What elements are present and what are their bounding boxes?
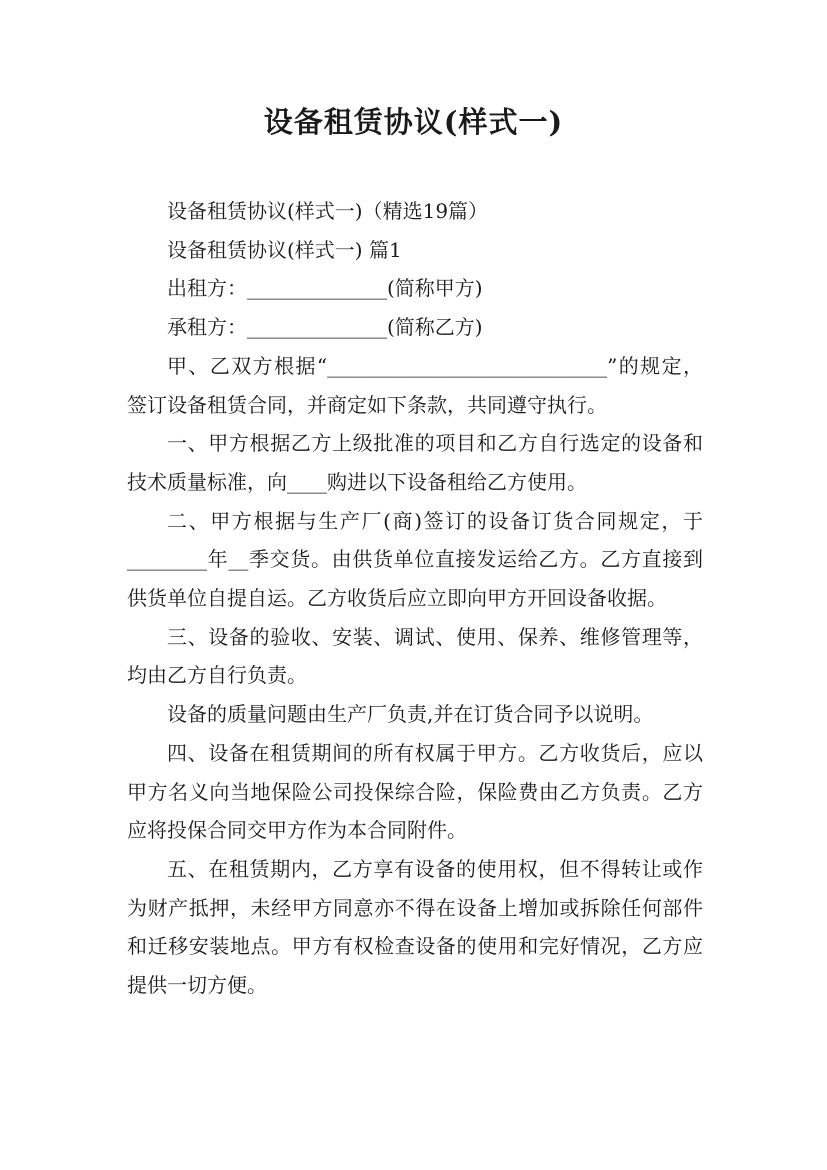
lessee-line: 承租方：______________(简称乙方) [167, 315, 483, 340]
intro-paragraph: 甲、乙双方根据“____________________________”的规定，签订设备租赁合同，并商定如下条款，共同遵守执行。 [127, 353, 703, 417]
clause-5: 五、在租赁期内，乙方享有设备的使用权，但不得转让或作为财产抵押，未经甲方同意亦不得在设备上增加或拆除任何部件和迁移安装地点。甲方有权检查设备的使用和完好情况，乙方应提供一切方便。 [127, 856, 703, 998]
document-title: 设备租赁协议(样式一) [263, 105, 564, 139]
lessor-line: 出租方：______________(简称甲方) [167, 276, 483, 301]
clause-3-note: 设备的质量问题由生产厂负责,并在订货合同予以说明。 [167, 702, 654, 727]
clause-4: 四、设备在租赁期间的所有权属于甲方。乙方收货后，应以甲方名义向当地保险公司投保综合险，保险费由乙方负责。乙方应将投保合同交甲方作为本合同附件。 [127, 740, 703, 843]
subtitle-line: 设备租赁协议(样式一)（精选19篇） [167, 199, 489, 223]
clause-1: 一、甲方根据乙方上级批准的项目和乙方自行选定的设备和技术质量标准，向____购进以下设备租给乙方使用。 [127, 431, 703, 494]
section-heading: 设备租赁协议(样式一) 篇1 [167, 237, 402, 262]
clause-2: 二、甲方根据与生产厂(商)签订的设备订货合同规定，于________年__季交货。由供货单位直接发运给乙方。乙方直接到供货单位自提自运。乙方收货后应立即向甲方开回设备收据。 [127, 508, 703, 611]
document-body [127, 192, 703, 1005]
clause-3: 三、设备的验收、安装、调试、使用、保养、维修管理等，均由乙方自行负责。 [127, 624, 703, 688]
